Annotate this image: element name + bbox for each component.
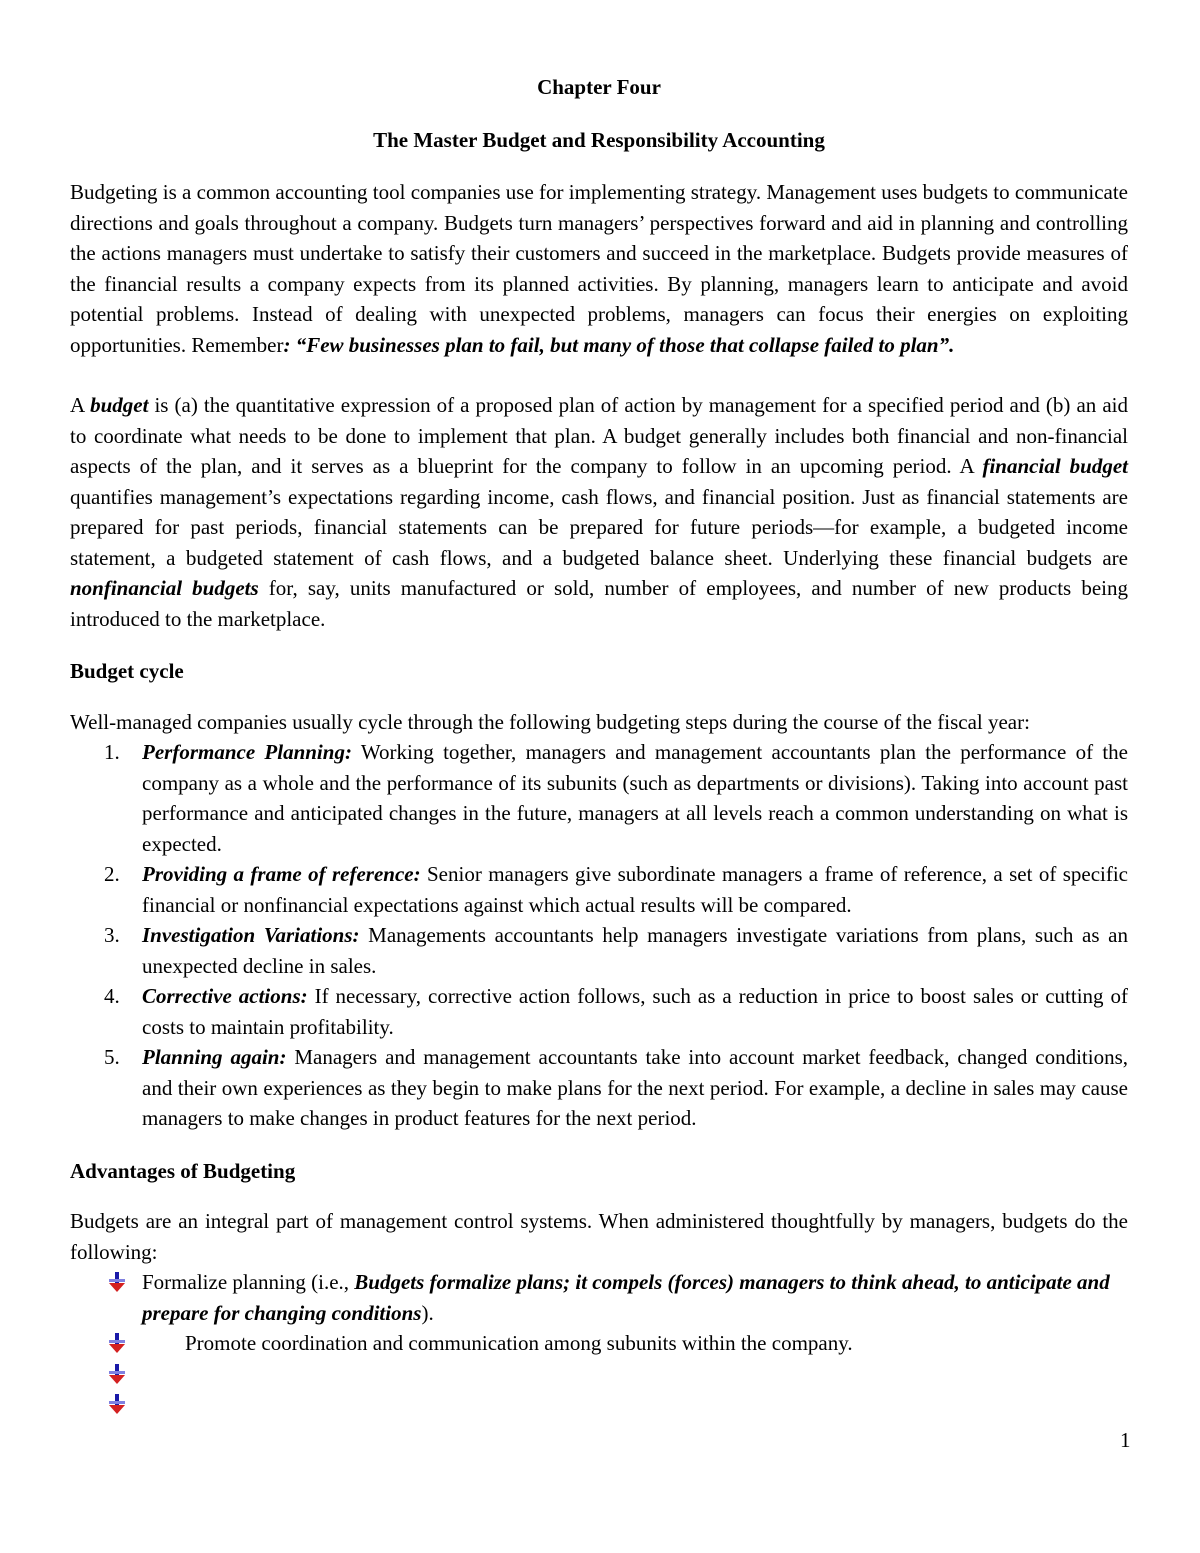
arrow-bullet-icon	[106, 1271, 128, 1293]
step-text: Senior managers give subordinate managers a frame of reference, a set of specific financial or nonfinancial expectations against which actual results will be compared.	[142, 862, 1128, 917]
budget-cycle-heading: Budget cycle	[70, 659, 184, 683]
intro-paragraph	[70, 177, 1128, 360]
budget-cycle-intro: Well-managed companies usually cycle through the following budgeting steps during the course of the fiscal year:	[70, 709, 1030, 734]
list-item	[70, 920, 1128, 981]
arrow-bullet-icon	[106, 1393, 128, 1415]
bullet-bold-text: Budgets formalize plans; it compels (forces) managers to think ahead, to anticipate and prepare for changing conditions	[142, 1270, 1110, 1325]
definition-part2: quantifies management’s expectations regarding income, cash flows, and financial position. Just as financial statements are prepared for past periods, financial statements can be prepared for future periods—for example, a budgeted income statement, a budgeted statement of cash flows, and a budgeted balance sheet. Underlying these financial budgets are	[70, 484, 1128, 570]
page-number: 1	[1120, 1428, 1131, 1452]
list-item	[70, 1328, 1128, 1359]
list-item	[70, 981, 1128, 1042]
step-term: Corrective actions:	[142, 984, 308, 1008]
step-number: 3.	[104, 923, 120, 947]
term-budget: budget	[90, 393, 149, 417]
step-text: Managers and management accountants take into account market feedback, changed conditions, and their own experiences as they begin to make plans for the next period. For example, a decline in sales may cause managers to make changes in product features for the next period.	[142, 1045, 1128, 1130]
step-number: 5.	[104, 1045, 120, 1069]
step-number: 2.	[104, 862, 120, 886]
list-item	[70, 1389, 1128, 1420]
chapter-heading: Chapter Four	[537, 75, 661, 99]
list-item	[70, 1042, 1128, 1134]
advantages-list	[70, 1267, 1128, 1420]
bullet-text: Promote coordination and communication among subunits within the company.	[185, 1331, 853, 1355]
list-item	[70, 1267, 1128, 1328]
chapter-title: The Master Budget and Responsibility Accounting	[373, 127, 825, 152]
bullet-text: Formalize planning (i.e.,	[142, 1270, 355, 1294]
bullet-text-end: ).	[421, 1300, 434, 1325]
step-term: Providing a frame of reference:	[142, 862, 421, 886]
advantages-intro: Budgets are an integral part of management control systems. When administered thoughtfully by managers, budgets do the following:	[70, 1209, 1128, 1264]
definition-part1: is (a) the quantitative expression of a proposed plan of action by management for a specified period and (b) an aid to coordinate what needs to be done to implement that plan. A budget generally includes both financial and non-financial aspects of the plan, and it serves as a blueprint for the company to follow in an upcoming period. A	[70, 393, 1128, 478]
term-nonfinancial-budgets: nonfinancial budgets	[70, 576, 259, 600]
advantages-heading: Advantages of Budgeting	[70, 1158, 296, 1183]
budget-cycle-steps	[70, 737, 1128, 1134]
intro-quote: : “Few businesses plan to fail, but many of those that collapse failed to plan”.	[283, 332, 955, 357]
list-item	[70, 859, 1128, 920]
step-term: Investigation Variations:	[142, 923, 360, 947]
step-term: Planning again:	[142, 1045, 287, 1069]
term-financial-budget: financial budget	[982, 454, 1128, 478]
definition-paragraph	[70, 390, 1128, 634]
step-term: Performance Planning:	[142, 740, 352, 764]
list-item	[70, 737, 1128, 859]
definition-part3: for, say, units manufactured or sold, number of employees, and number of new products being introduced to the marketplace.	[70, 576, 1128, 631]
step-number: 1.	[104, 740, 120, 764]
step-number: 4.	[104, 984, 120, 1008]
document-page	[70, 70, 1128, 1420]
list-item	[70, 1359, 1128, 1390]
step-text: Managements accountants help managers investigate variations from plans, such as an unexpected decline in sales.	[142, 923, 1128, 978]
step-text: Working together, managers and management accountants plan the performance of the company as a whole and the performance of its subunits (such as departments or divisions). Taking into account past performance and anticipated changes in the future, managers at all levels reach a common understanding on what is expected.	[142, 740, 1128, 856]
definition-a: A	[70, 393, 91, 417]
arrow-bullet-icon	[106, 1332, 128, 1354]
step-text: If necessary, corrective action follows, such as a reduction in price to boost sales or cutting of costs to maintain profitability.	[142, 984, 1128, 1039]
intro-text: Budgeting is a common accounting tool companies use for implementing strategy. Management uses budgets to communicate directions and goals throughout a company. Budgets turn managers’ perspectives forward and aid in planning and controlling the actions managers must undertake to satisfy their customers and succeed in the marketplace. Budgets provide measures of the financial results a company expects from its planned activities. By planning, managers learn to anticipate and avoid potential problems. Instead of dealing with unexpected problems, managers can focus their energies on exploiting opportunities. Remember	[70, 180, 1128, 357]
arrow-bullet-icon	[106, 1363, 128, 1385]
